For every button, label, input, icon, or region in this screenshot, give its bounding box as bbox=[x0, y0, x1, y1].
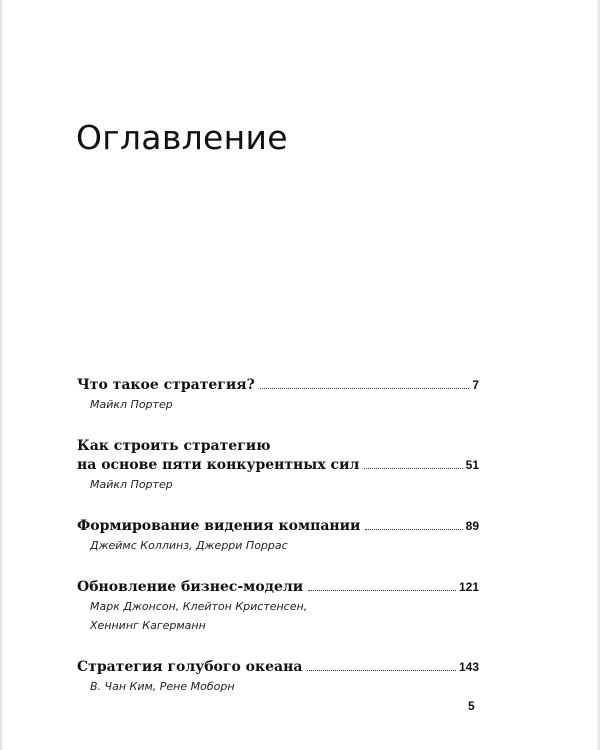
toc-entry bbox=[77, 578, 479, 635]
toc-entry bbox=[77, 517, 479, 555]
toc-page-number: 89 bbox=[465, 519, 479, 533]
table-of-contents bbox=[77, 376, 479, 719]
toc-page-number: 121 bbox=[458, 580, 479, 594]
toc-author: Марк Джонсон, Клейтон Кристенсен, bbox=[90, 600, 308, 613]
toc-page-number: 7 bbox=[472, 378, 479, 392]
toc-title: Что такое стратегия? bbox=[77, 377, 255, 393]
toc-page-number: 51 bbox=[465, 458, 479, 472]
dot-leader bbox=[365, 529, 462, 530]
toc-title-line bbox=[77, 456, 479, 475]
toc-page-number: 143 bbox=[458, 660, 479, 674]
toc-title: Обновление бизнес-модели bbox=[77, 579, 304, 595]
page-edge-right bbox=[596, 0, 600, 750]
toc-title-line bbox=[77, 517, 479, 536]
toc-author: Хеннинг Кагерманн bbox=[90, 619, 206, 632]
toc-title: Формирование видения компании bbox=[77, 518, 361, 534]
dot-leader bbox=[308, 590, 456, 591]
toc-title-line bbox=[77, 578, 479, 597]
dot-leader bbox=[364, 468, 462, 469]
toc-entry bbox=[77, 376, 479, 414]
toc-author: Майкл Портер bbox=[90, 478, 173, 491]
toc-author: В. Чан Ким, Рене Моборн bbox=[90, 680, 235, 693]
toc-author: Джеймс Коллинз, Джерри Поррас bbox=[90, 539, 288, 552]
dot-leader bbox=[307, 670, 456, 671]
toc-title-line bbox=[77, 437, 479, 456]
toc-title-line bbox=[77, 376, 479, 395]
page-title: Оглавление bbox=[76, 118, 288, 157]
dot-leader bbox=[260, 388, 470, 389]
toc-author: Майкл Портер bbox=[90, 398, 173, 411]
toc-title: на основе пяти конкурентных сил bbox=[77, 457, 360, 473]
toc-title: Как строить стратегию bbox=[77, 438, 271, 454]
toc-title: Стратегия голубого океана bbox=[77, 659, 303, 675]
page-number-folio: 5 bbox=[468, 699, 475, 713]
page-edge-left bbox=[0, 0, 3, 750]
toc-entry bbox=[77, 437, 479, 494]
toc-entry bbox=[77, 658, 479, 696]
toc-title-line bbox=[77, 658, 479, 677]
